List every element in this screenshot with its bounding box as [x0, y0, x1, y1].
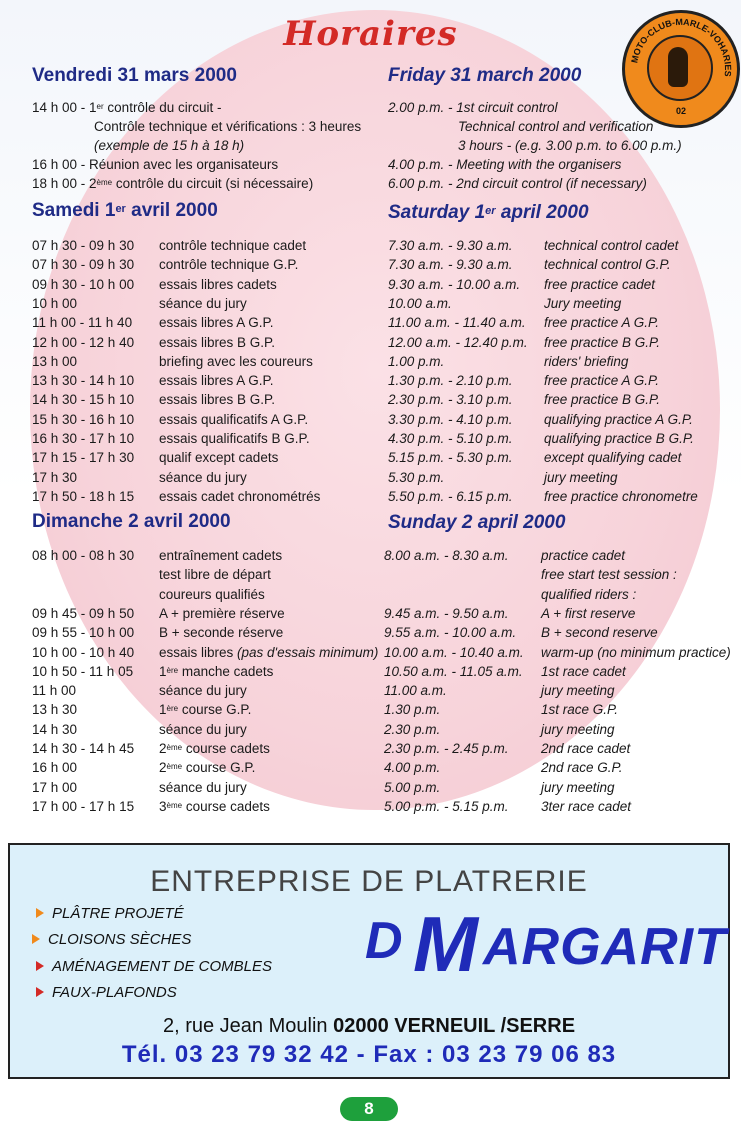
schedule-time-en: 9.30 a.m. - 10.00 a.m.	[388, 276, 521, 292]
desc-text: course cadets	[182, 798, 270, 814]
schedule-time-en: 8.00 a.m. - 8.30 a.m.	[384, 548, 509, 563]
saturday-schedule	[32, 236, 732, 506]
schedule-time-en: 1.30 p.m.	[384, 702, 441, 718]
ad-bullet: FAUX-PLAFONDS	[36, 984, 177, 1001]
desc-text: test libre de départ	[159, 567, 271, 583]
schedule-desc-en: qualified riders :	[541, 586, 637, 602]
page-title: Horaires	[283, 14, 458, 54]
schedule-time-en: 3.30 p.m. - 4.10 p.m.	[388, 411, 513, 427]
schedule-time-fr: 10 h 00	[32, 295, 78, 311]
schedule-desc-fr: essais qualificatifs B G.P.	[159, 431, 310, 446]
desc-text: essais libres	[159, 644, 238, 660]
schedule-desc-en: qualifying practice B G.P.	[544, 431, 694, 446]
desc-sup: ème	[166, 762, 183, 772]
desc-text: séance du jury	[159, 721, 247, 737]
schedule-desc-en: jury meeting	[541, 683, 615, 699]
desc-text: (pas d'essais minimum)	[237, 644, 379, 660]
friday-fr-line: 14 h 00 - 1er contrôle du circuit -	[32, 100, 222, 115]
friday-en-line: 6.00 p.m. - 2nd circuit control (if necessary)	[388, 176, 647, 191]
schedule-time-en: 2.30 p.m. - 2.45 p.m.	[384, 741, 509, 756]
schedule-desc-en: free start test session :	[541, 567, 677, 583]
friday-fr-heading: Vendredi 31 mars 2000	[32, 65, 237, 86]
logo-letter-d: D	[365, 912, 403, 970]
schedule-desc-en: A + first reserve	[541, 605, 636, 621]
schedule-desc-fr	[159, 700, 251, 719]
logo-wordmark: ARGARIT	[483, 918, 727, 976]
schedule-time-fr: 17 h 00 - 17 h 15	[32, 798, 135, 814]
schedule-time-fr: 14 h 30	[32, 721, 78, 737]
schedule-desc-en: 2nd race G.P.	[541, 760, 623, 776]
friday-fr-line: 16 h 00 - Réunion avec les organisateurs	[32, 157, 279, 172]
friday-fr-line: (exemple de 15 h à 18 h)	[94, 138, 245, 153]
friday-en-line: 4.00 p.m. - Meeting with the organisers	[388, 157, 622, 172]
ad-bullet: PLÂTRE PROJETÉ	[36, 905, 184, 922]
ad-address: 2, rue Jean Moulin 02000 VERNEUIL /SERRE	[162, 1015, 576, 1037]
schedule-desc-fr: essais libres B G.P.	[159, 334, 276, 350]
schedule-time-en: 11.00 a.m. - 11.40 a.m.	[388, 315, 526, 331]
schedule-time-en: 2.30 p.m.	[384, 721, 441, 737]
ad-title: ENTREPRISE DE PLATRERIE	[150, 865, 588, 898]
schedule-desc-fr	[159, 720, 247, 739]
desc-sup: ème	[166, 743, 183, 752]
schedule-desc-en: qualifying practice A G.P.	[544, 411, 693, 427]
schedule-time-fr: 08 h 00 - 08 h 30	[32, 548, 135, 563]
sunday-schedule	[32, 546, 732, 818]
desc-text: 1	[159, 663, 167, 679]
schedule-desc-fr: contrôle technique G.P.	[159, 257, 299, 273]
advertisement-box	[8, 843, 730, 1079]
desc-text: B + seconde réserve	[159, 625, 284, 641]
schedule-desc-en: 2nd race cadet	[541, 741, 631, 756]
schedule-desc-fr: essais libres A G.P.	[159, 315, 274, 331]
logo-number: 02	[675, 106, 686, 116]
schedule-desc-en: jury meeting	[544, 469, 618, 485]
schedule-desc-fr: briefing avec les coureurs	[159, 353, 313, 369]
friday-fr-block	[32, 66, 237, 85]
desc-text: 2	[159, 741, 167, 756]
schedule-desc-fr	[159, 739, 270, 758]
sunday-en-heading: Sunday 2 april 2000	[388, 512, 566, 533]
schedule-desc-en: practice cadet	[541, 548, 626, 563]
schedule-desc-en: technical control G.P.	[544, 257, 671, 273]
friday-fr-line: 18 h 00 - 2ème contrôle du circuit (si nécessaire)	[32, 176, 314, 191]
friday-fr-line: Contrôle technique et vérifications : 3 heures	[94, 119, 362, 134]
schedule-time-fr: 16 h 00	[32, 760, 78, 776]
schedule-time-fr: 16 h 30 - 17 h 10	[32, 431, 135, 446]
schedule-desc-fr: essais qualificatifs A G.P.	[159, 411, 309, 427]
schedule-desc-fr: essais libres B G.P.	[159, 392, 276, 408]
schedule-time-fr: 12 h 00 - 12 h 40	[32, 334, 135, 350]
schedule-time-en: 12.00 a.m. - 12.40 p.m.	[388, 334, 528, 350]
desc-text: 1	[159, 702, 167, 718]
friday-en-heading: Friday 31 march 2000	[388, 65, 582, 86]
schedule-time-fr: 07 h 30 - 09 h 30	[32, 257, 135, 273]
saturday-en-block	[388, 203, 589, 222]
schedule-time-en: 7.30 a.m. - 9.30 a.m.	[388, 257, 513, 273]
schedule-desc-fr	[159, 585, 265, 604]
schedule-desc-fr	[159, 546, 282, 565]
schedule-desc-fr: séance du jury	[159, 469, 247, 485]
schedule-time-en: 11.00 a.m.	[384, 683, 447, 699]
schedule-time-fr: 17 h 15 - 17 h 30	[32, 450, 135, 466]
desc-text: course cadets	[182, 741, 270, 756]
triangle-bullet-icon	[36, 987, 44, 997]
schedule-time-fr: 13 h 30 - 14 h 10	[32, 373, 135, 389]
svg-text:MOTO-CLUB-MARLE-VOHARIES: MOTO-CLUB-MARLE-VOHARIES	[629, 16, 734, 78]
schedule-time-fr: 10 h 50 - 11 h 05	[32, 663, 134, 679]
schedule-time-fr: 17 h 00	[32, 779, 78, 795]
ad-bullet: AMÉNAGEMENT DE COMBLES	[36, 958, 272, 975]
friday-en-block	[388, 66, 581, 85]
saturday-fr-block	[32, 201, 218, 220]
schedule-desc-en: B + second reserve	[541, 625, 658, 641]
desc-text: séance du jury	[159, 683, 247, 699]
schedule-time-en: 1.00 p.m.	[388, 353, 445, 369]
ad-bullet: CLOISONS SÈCHES	[32, 931, 191, 948]
schedule-desc-fr	[159, 778, 247, 797]
schedule-time-fr: 13 h 30	[32, 702, 78, 718]
schedule-time-fr: 09 h 55 - 10 h 00	[32, 625, 135, 641]
page-number: 8	[340, 1097, 398, 1121]
schedule-desc-en: free practice B G.P.	[544, 334, 661, 350]
schedule-time-en: 10.00 a.m.	[388, 295, 452, 311]
friday-en-line: 3 hours - (e.g. 3.00 p.m. to 6.00 p.m.)	[458, 138, 682, 153]
schedule-time-fr: 15 h 30 - 16 h 10	[32, 411, 135, 427]
desc-text: 3	[159, 798, 167, 814]
schedule-desc-en: riders' briefing	[544, 353, 629, 369]
schedule-desc-fr: essais cadet chronométrés	[159, 488, 321, 504]
schedule-desc-fr	[159, 565, 271, 584]
schedule-time-fr: 11 h 00	[32, 683, 77, 699]
triangle-bullet-icon	[36, 908, 44, 918]
schedule-time-en: 1.30 p.m. - 2.10 p.m.	[388, 373, 513, 389]
schedule-desc-en: free practice B G.P.	[544, 392, 661, 408]
schedule-time-fr: 11 h 00 - 11 h 40	[32, 315, 133, 331]
schedule-desc-en: jury meeting	[541, 721, 615, 737]
schedule-time-fr: 14 h 30 - 14 h 45	[32, 741, 135, 756]
schedule-desc-fr	[159, 623, 283, 642]
sunday-fr-block	[32, 512, 231, 531]
schedule-time-fr: 09 h 30 - 10 h 00	[32, 276, 135, 292]
desc-text: 2	[159, 760, 167, 776]
desc-text: coureurs qualifiés	[159, 586, 265, 602]
desc-sup: ère	[166, 665, 179, 675]
schedule-time-fr: 07 h 30 - 09 h 30	[32, 238, 135, 253]
schedule-time-en: 10.00 a.m. - 10.40 a.m.	[384, 644, 524, 660]
schedule-desc-en: jury meeting	[541, 779, 615, 795]
sunday-en-block	[388, 513, 565, 532]
schedule-time-fr: 09 h 45 - 09 h 50	[32, 605, 135, 621]
schedule-desc-fr	[159, 604, 285, 623]
schedule-desc-en: free practice A G.P.	[544, 373, 660, 389]
schedule-time-en: 5.00 p.m.	[384, 779, 441, 795]
schedule-time-en: 4.30 p.m. - 5.10 p.m.	[388, 431, 513, 446]
schedule-desc-fr: qualif except cadets	[159, 450, 279, 466]
schedule-time-fr: 14 h 30 - 15 h 10	[32, 392, 135, 408]
desc-text: manche cadets	[178, 663, 274, 679]
schedule-desc-en: 1st race G.P.	[541, 702, 619, 718]
logo-letter-m: M	[413, 900, 478, 988]
desc-text: course G.P.	[182, 760, 256, 776]
schedule-time-en: 4.00 p.m.	[384, 760, 441, 776]
schedule-desc-en: warm-up (no minimum practice)	[541, 644, 731, 660]
schedule-time-en: 5.15 p.m. - 5.30 p.m.	[388, 450, 513, 466]
saturday-en-heading: Saturday 1er april 2000	[388, 202, 589, 223]
schedule-desc-en: free practice A G.P.	[544, 315, 660, 331]
schedule-time-en: 5.30 p.m.	[388, 469, 445, 485]
margarit-logo	[365, 900, 727, 991]
schedule-desc-en: free practice cadet	[544, 276, 656, 292]
triangle-bullet-icon	[32, 934, 40, 944]
desc-sup: ème	[166, 800, 183, 810]
schedule-time-fr: 17 h 30	[32, 469, 78, 485]
schedule-time-fr: 10 h 00 - 10 h 40	[32, 644, 135, 660]
schedule-time-en: 9.45 a.m. - 9.50 a.m.	[384, 605, 509, 621]
schedule-desc-fr: séance du jury	[159, 295, 247, 311]
friday-en-line: Technical control and verification	[458, 119, 654, 134]
schedule-desc-en: Jury meeting	[544, 295, 622, 311]
schedule-desc-fr	[159, 758, 255, 777]
ad-phone: Tél. 03 23 79 32 42 - Fax : 03 23 79 06 83	[121, 1041, 617, 1068]
friday-en-line: 2.00 p.m. - 1st circuit control	[388, 100, 558, 115]
schedule-time-fr: 13 h 00	[32, 353, 78, 369]
schedule-desc-fr: essais libres cadets	[159, 276, 277, 292]
saturday-fr-heading: Samedi 1er avril 2000	[32, 200, 218, 221]
schedule-desc-fr: contrôle technique cadet	[159, 238, 307, 253]
schedule-desc-en: 3ter race cadet	[541, 798, 632, 814]
desc-text: séance du jury	[159, 779, 247, 795]
schedule-desc-fr	[159, 643, 378, 662]
moto-club-logo	[622, 10, 740, 128]
triangle-bullet-icon	[36, 961, 44, 971]
schedule-desc-en: except qualifying cadet	[544, 450, 682, 466]
schedule-time-en: 10.50 a.m. - 11.05 a.m.	[384, 663, 523, 679]
desc-text: course G.P.	[178, 702, 252, 718]
schedule-time-en: 9.55 a.m. - 10.00 a.m.	[384, 625, 517, 641]
schedule-desc-en: technical control cadet	[544, 238, 679, 253]
schedule-desc-fr: essais libres A G.P.	[159, 373, 274, 389]
schedule-time-en: 7.30 a.m. - 9.30 a.m.	[388, 238, 513, 253]
desc-text: entraînement cadets	[159, 548, 283, 563]
schedule-time-en: 2.30 p.m. - 3.10 p.m.	[388, 392, 513, 408]
desc-sup: ère	[166, 704, 179, 714]
schedule-time-en: 5.50 p.m. - 6.15 p.m.	[388, 488, 513, 504]
schedule-desc-fr	[159, 797, 270, 816]
schedule-desc-en: 1st race cadet	[541, 663, 626, 679]
schedule-time-fr: 17 h 50 - 18 h 15	[32, 488, 135, 504]
schedule-desc-fr	[159, 681, 247, 700]
desc-text: A + première réserve	[159, 605, 285, 621]
schedule-desc-en: free practice chronometre	[544, 488, 698, 504]
sunday-fr-heading: Dimanche 2 avril 2000	[32, 511, 231, 532]
schedule-desc-fr	[159, 662, 273, 681]
schedule-time-en: 5.00 p.m. - 5.15 p.m.	[384, 798, 509, 814]
